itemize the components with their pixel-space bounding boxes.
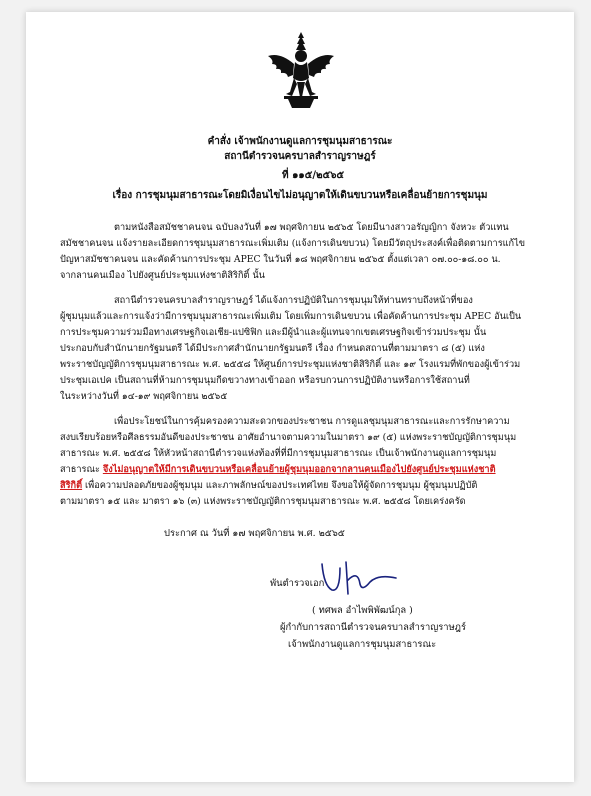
signer-rank: พันตำรวจเอก (270, 578, 325, 589)
subject-line: เรื่อง การชุมนุมสาธารณะโดยมิเงื่อนไขไม่อนุญาตให้เดินขบวนหรือเคลื่อนย้ายการชุมนุม (112, 190, 488, 201)
para3-line2: สงบเรียบร้อยหรือศีลธรรมอันดีของประชาชน อาศัยอำนาจตามความในมาตรา ๑๙ (๕) แห่งพระราชบัญญัติการชุมนุม (60, 432, 517, 443)
para3-line5-rest: เพื่อความปลอดภัยของผู้ชุมนุม และภาพลักษณ์ของประเทศไทย จึงขอให้ผู้จัดการชุมนุม ผู้ชุมนุมปฏิบัติ (85, 480, 478, 491)
signature-handwritten (318, 560, 400, 600)
para2-line6: ประชุมเอเปค เป็นสถานที่ห้ามการชุมนุมกีดขวางทางเข้าออก หรือรบกวนการปฏิบัติงานหรือการใช้สถานที่ (60, 375, 470, 386)
prohibition-highlight: จึงไม่อนุญาตให้มีการเดินขบวนหรือเคลื่อนย้ายผู้ชุมนุมออกจากลานคนเมืองไปยังศูนย์ประชุมแห่งชาติ (102, 464, 496, 475)
para1-line1: ตามหนังสือสมัชชาคนจน ฉบับลงวันที่ ๑๗ พฤศจิกายน ๒๕๖๕ โดยมีนางสาวอรัญญิกา จังหวะ ตัวแทน (114, 222, 509, 233)
para2-line1: สถานีตำรวจนครบาลสำราญราษฎร์ ได้แจ้งการปฏิบัติในการชุมนุมให้ท่านทราบถึงหน้าที่ของ (114, 295, 473, 306)
para3-line4 (60, 464, 496, 476)
para2-line3: การประชุมความร่วมมือทางเศรษฐกิจเอเชีย-แปซิฟิก และมีผู้นำและผู้แทนจากเขตเศรษฐกิจเข้าร่วมประชุม นั้น (60, 327, 487, 338)
garuda-emblem-icon (264, 30, 338, 112)
signer-role: เจ้าพนักงานดูแลการชุมนุมสาธารณะ (288, 639, 437, 650)
para1-line4: จากลานคนเมือง ไปยังศูนย์ประชุมแห่งชาติสิริกิติ์ นั้น (60, 270, 265, 281)
station-name: สถานีตำรวจนครบาลสำราญราษฎร์ (224, 151, 376, 162)
announcement-date: ประกาศ ณ วันที่ ๑๗ พฤศจิกายน พ.ศ. ๒๕๖๕ (164, 528, 345, 539)
document-page (26, 12, 574, 782)
para2-line4: ประกอบกับสำนักนายกรัฐมนตรี ได้มีประกาศสำนักนายกรัฐมนตรี เรื่อง กำหนดสถานที่ตามมาตรา ๘ (๕) แห่ง (60, 343, 485, 354)
para1-line3: ปัญหาสมัชชาคนจน และคัดค้านการประชุม APEC ในวันที่ ๑๘ พฤศจิกายน ๒๕๖๕ ตั้งแต่เวลา ๐๗.๐๐-๑๘.๐๐ น. (60, 254, 501, 265)
para2-line2: ผู้ชุมนุมแล้วและการแจ้งว่ามีการชุมนุมสาธารณะเพิ่มเติม โดยเพิ่มการเดินขบวน เพื่อคัดค้านการประชุม APEC อันเป็น (60, 311, 522, 322)
para3-line1: เพื่อประโยชน์ในการคุ้มครองความสะดวกของประชาชน การดูแลชุมนุมสาธารณะและการรักษาความ (114, 416, 510, 427)
prohibition-highlight-end: สิริกิติ์ (60, 480, 83, 491)
para3-line6: ตามมาตรา ๑๕ และ มาตรา ๑๖ (๓) แห่งพระราชบัญญัติการชุมนุมสาธารณะ พ.ศ. ๒๕๕๘ โดยเคร่งครัด (60, 496, 466, 507)
signer-name: ( ทศพล อำไพพิพัฒน์กุล ) (312, 605, 413, 616)
para1-line2: สมัชชาคนจน แจ้งรายละเอียดการชุมนุมสาธารณะเพิ่มเติม (แจ้งการเดินขบวน) โดยมีวัตถุประสงค์เพื่อติดตามการแก้ไข (60, 238, 526, 249)
order-title: คำสั่ง เจ้าพนักงานดูแลการชุมนุมสาธารณะ (207, 136, 393, 147)
signer-position: ผู้กำกับการสถานีตำรวจนครบาลสำราญราษฎร์ (280, 622, 467, 633)
para2-line5: พระราชบัญญัติการชุมนุมสาธารณะ พ.ศ. ๒๕๕๘ ให้ศูนย์การประชุมแห่งชาติสิริกิติ์ และ ๑๙ โรงแรมที่พักของผู้เข้าร่วม (60, 359, 521, 370)
para3-line5 (60, 480, 477, 492)
order-number: ที่ ๑๑๕/๒๕๖๕ (282, 170, 345, 181)
para3-line3: สาธารณะ พ.ศ. ๒๕๕๘ ให้หัวหน้าสถานีตำรวจแห่งท้องที่ที่มีการชุมนุมสาธารณะ เป็นเจ้าพนักงานดูแลการชุมนุม (60, 448, 497, 459)
para2-line7: ในระหว่างวันที่ ๑๔-๑๙ พฤศจิกายน ๒๕๖๕ (60, 391, 228, 402)
para3-line4-prefix: สาธารณะ (60, 464, 100, 475)
